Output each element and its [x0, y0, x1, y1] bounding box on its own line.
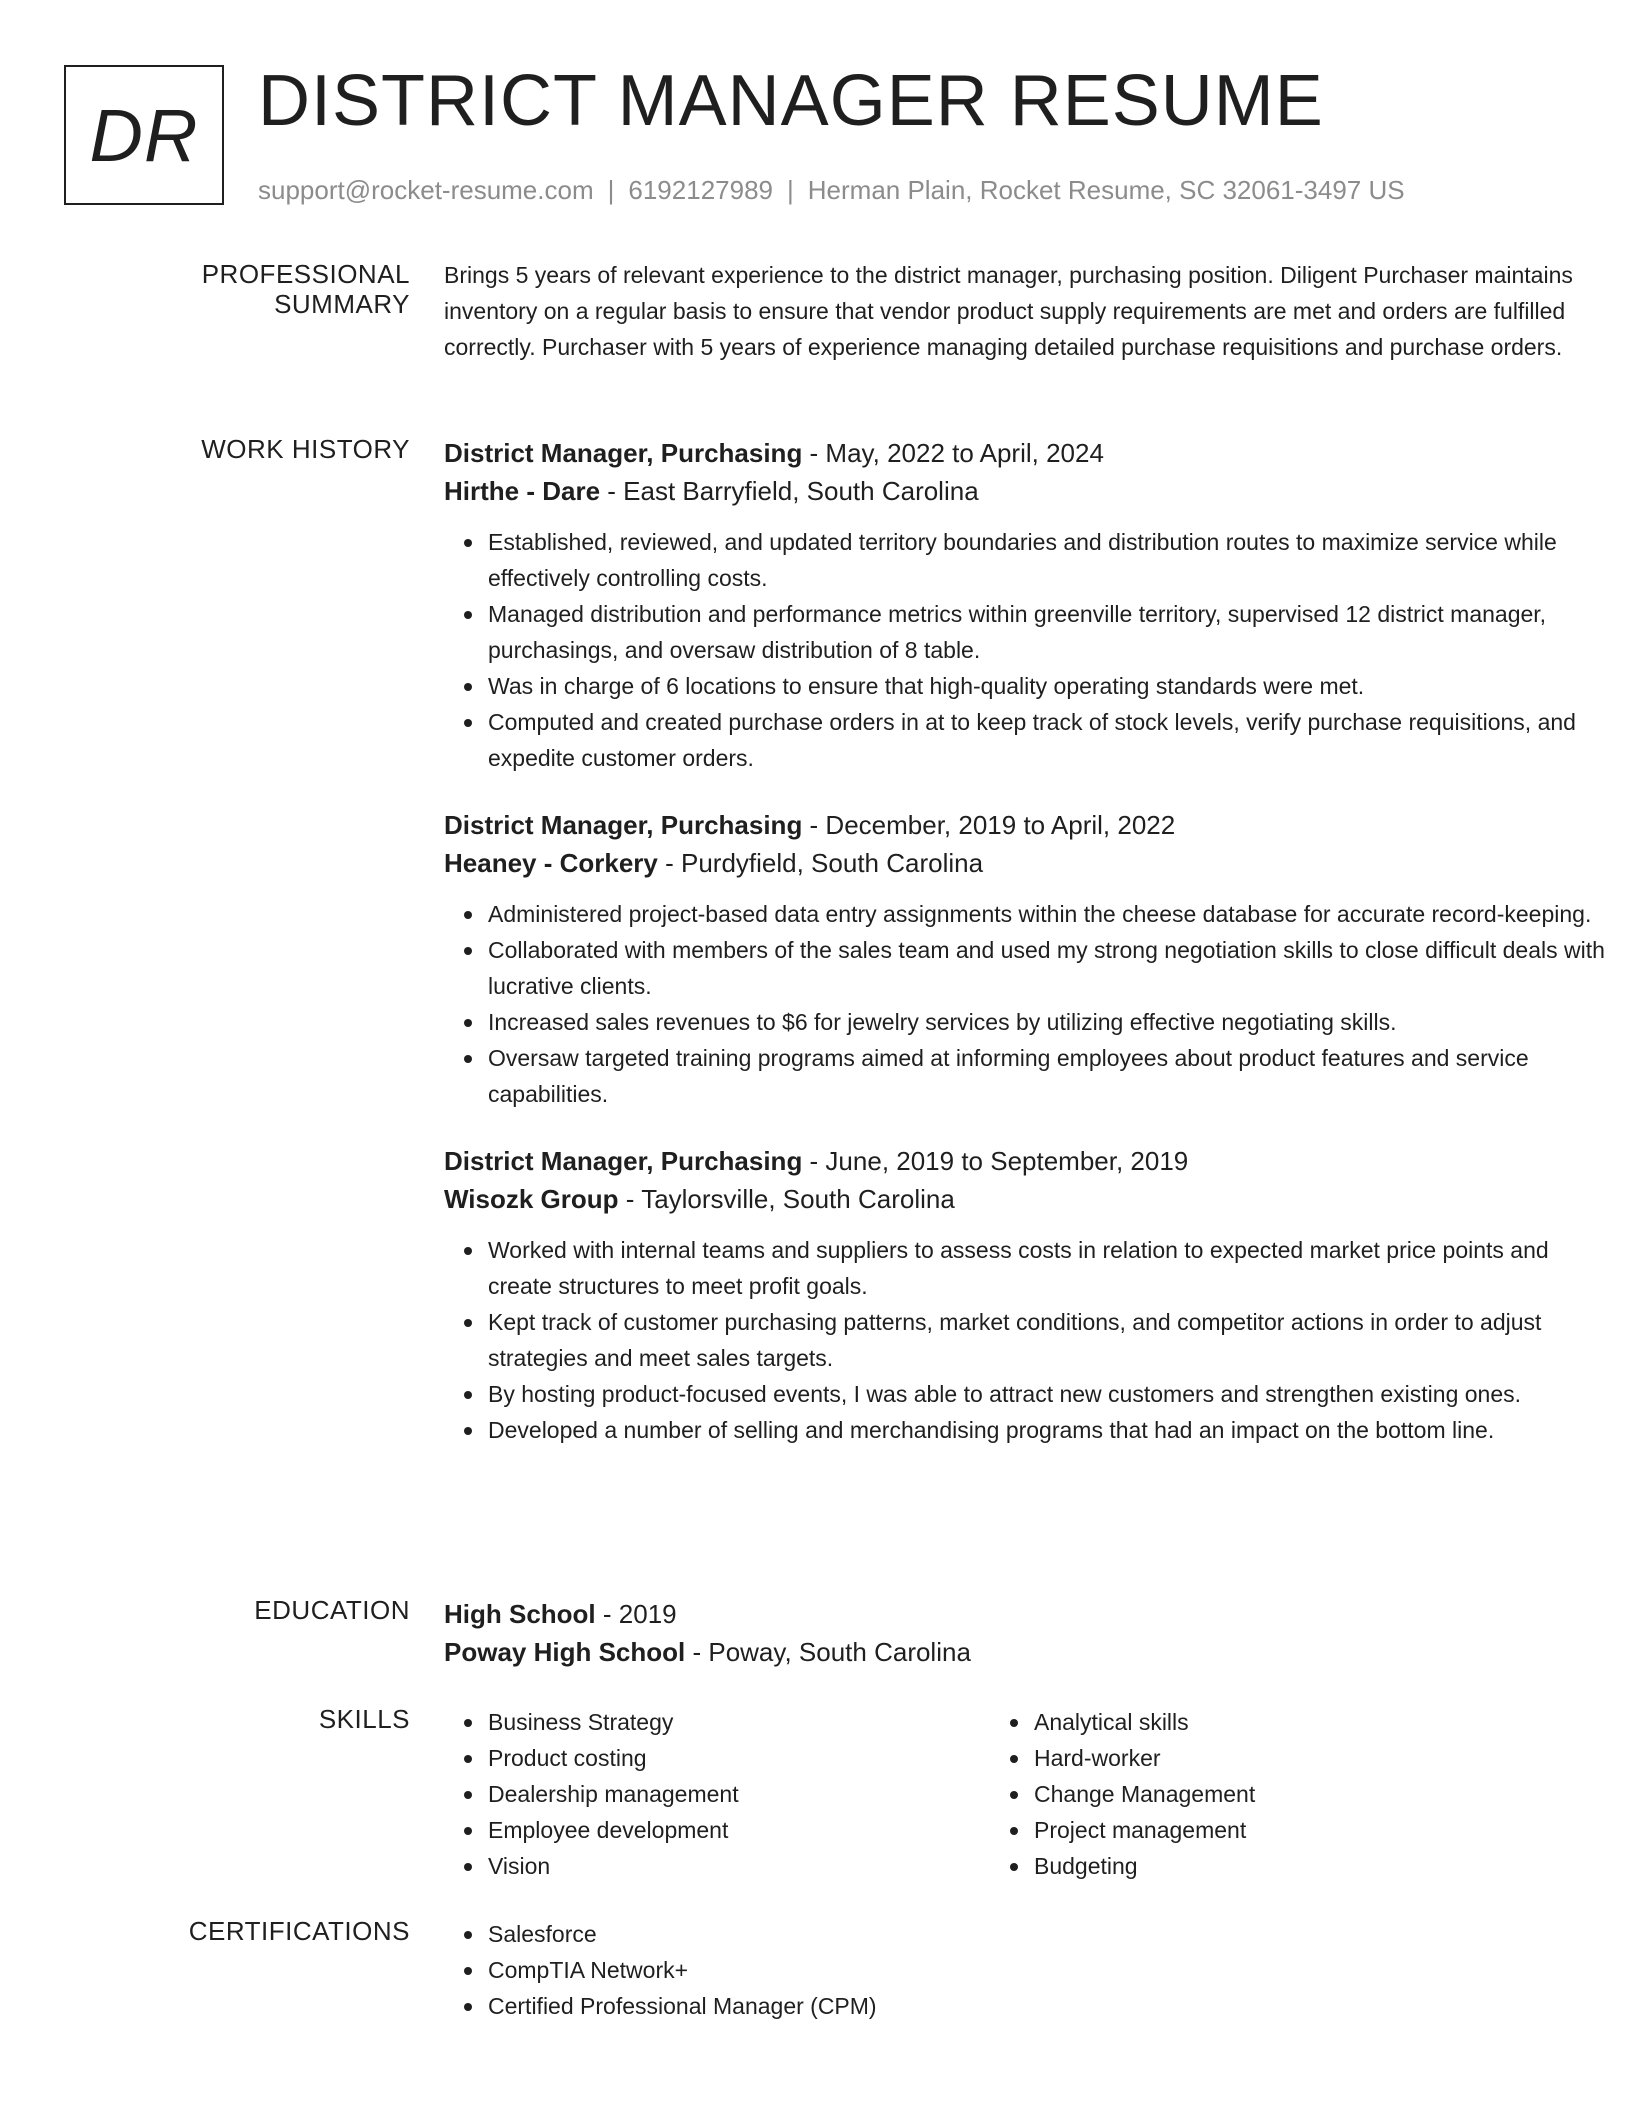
contact-phone[interactable]: 6192127989 — [628, 175, 773, 205]
job-bullet: Increased sales revenues to $6 for jewelry services by utilizing effective negotiating skills. — [488, 1004, 1614, 1040]
certifications-list — [444, 1916, 1614, 2024]
section-label-summary: PROFESSIONAL SUMMARY — [201, 259, 410, 319]
job-dates: - December, 2019 to April, 2022 — [802, 810, 1176, 840]
job-bullet: Collaborated with members of the sales team and used my strong negotiation skills to close difficult deals with lucrative clients. — [488, 932, 1614, 1004]
job-company: Wisozk Group — [444, 1184, 619, 1214]
education-school: Poway High School — [444, 1637, 686, 1667]
skill-item: Vision — [488, 1848, 990, 1884]
skill-item: Budgeting — [1034, 1848, 1536, 1884]
certification-item: CompTIA Network+ — [488, 1952, 1614, 1988]
job-title: District Manager, Purchasing — [444, 810, 803, 840]
skill-item: Business Strategy — [488, 1704, 990, 1740]
job-bullet: Developed a number of selling and merchandising programs that had an impact on the bottom line. — [488, 1412, 1614, 1448]
contact-email[interactable]: support@rocket-resume.com — [258, 175, 594, 205]
job-bullets — [444, 524, 1614, 776]
section-label-certifications: CERTIFICATIONS — [188, 1916, 410, 1946]
job-company: Heaney - Corkery — [444, 848, 658, 878]
education-school-line — [444, 1633, 1614, 1671]
skill-item: Analytical skills — [1034, 1704, 1536, 1740]
job-bullet: Established, reviewed, and updated territory boundaries and distribution routes to maximize service while effectively controlling costs. — [488, 524, 1614, 596]
skill-item: Change Management — [1034, 1776, 1536, 1812]
skills-column-left — [444, 1704, 990, 1884]
skill-item: Dealership management — [488, 1776, 990, 1812]
education-year: - 2019 — [595, 1599, 677, 1629]
resume-header — [64, 61, 1564, 215]
skills-list — [444, 1704, 990, 1884]
job-bullet: Managed distribution and performance metrics within greenville territory, supervised 12 district manager, purchasings, and oversaw distribution of 8 table. — [488, 596, 1614, 668]
section-label-skills: SKILLS — [318, 1704, 410, 1734]
job-list — [444, 434, 1614, 1478]
job-dates: - June, 2019 to September, 2019 — [802, 1146, 1189, 1176]
section-label-education: EDUCATION — [254, 1595, 410, 1625]
certification-item: Certified Professional Manager (CPM) — [488, 1988, 1614, 2024]
skill-item: Project management — [1034, 1812, 1536, 1848]
job-bullet: Was in charge of 6 locations to ensure that high-quality operating standards were met. — [488, 668, 1614, 704]
job-title: District Manager, Purchasing — [444, 438, 803, 468]
contact-separator: | — [607, 175, 615, 205]
job-company-line — [444, 472, 1614, 510]
job-location: - East Barryfield, South Carolina — [600, 476, 979, 506]
skill-item: Employee development — [488, 1812, 990, 1848]
skill-item: Hard-worker — [1034, 1740, 1536, 1776]
job-title: District Manager, Purchasing — [444, 1146, 803, 1176]
skill-item: Product costing — [488, 1740, 990, 1776]
job-title-line — [444, 806, 1614, 844]
job-bullet: Kept track of customer purchasing patterns, market conditions, and competitor actions in order to adjust strategies and meet sales targets. — [488, 1304, 1614, 1376]
job-location: - Taylorsville, South Carolina — [618, 1184, 955, 1214]
job-bullets — [444, 896, 1614, 1112]
monogram-badge: DR — [64, 65, 224, 205]
job-bullet: By hosting product-focused events, I was able to attract new customers and strengthen existing ones. — [488, 1376, 1614, 1412]
job-title-line — [444, 434, 1614, 472]
summary-text: Brings 5 years of relevant experience to the district manager, purchasing position. Diligent Purchaser maintains inventory on a regular basis to ensure that vendor product supply requirements are met and orders are fulfilled correctly. Purchaser with 5 years of experience managing detailed purchase requisitions and purchase orders. — [444, 262, 1573, 360]
job-bullet: Computed and created purchase orders in at to keep track of stock levels, verify purchase requisitions, and expedite customer orders. — [488, 704, 1614, 776]
skills-list — [990, 1704, 1536, 1884]
section-label-work-history: WORK HISTORY — [201, 434, 410, 464]
job-title-line — [444, 1142, 1614, 1180]
job-entry — [444, 434, 1614, 776]
certification-item: Salesforce — [488, 1916, 1614, 1952]
job-dates: - May, 2022 to April, 2024 — [802, 438, 1104, 468]
contact-address: Herman Plain, Rocket Resume, SC 32061-3497 US — [807, 175, 1405, 205]
job-company-line — [444, 1180, 1614, 1218]
contact-line — [258, 175, 1405, 206]
job-entry — [444, 1142, 1614, 1448]
skills-grid — [444, 1704, 1614, 1884]
education-degree-line — [444, 1595, 1614, 1633]
skills-column-right — [990, 1704, 1536, 1884]
job-entry — [444, 806, 1614, 1112]
job-company-line — [444, 844, 1614, 882]
contact-separator: | — [787, 175, 794, 205]
education-degree: High School — [444, 1599, 596, 1629]
job-company: Hirthe - Dare — [444, 476, 601, 506]
education-location: - Poway, South Carolina — [685, 1637, 971, 1667]
job-bullet: Administered project-based data entry assignments within the cheese database for accurate record-keeping. — [488, 896, 1614, 932]
resume-title: DISTRICT MANAGER RESUME — [258, 61, 1324, 141]
job-bullets — [444, 1232, 1614, 1448]
job-bullet: Worked with internal teams and suppliers to assess costs in relation to expected market price points and create structures to meet profit goals. — [488, 1232, 1614, 1304]
job-location: - Purdyfield, South Carolina — [657, 848, 984, 878]
job-bullet: Oversaw targeted training programs aimed at informing employees about product features and service capabilities. — [488, 1040, 1614, 1112]
